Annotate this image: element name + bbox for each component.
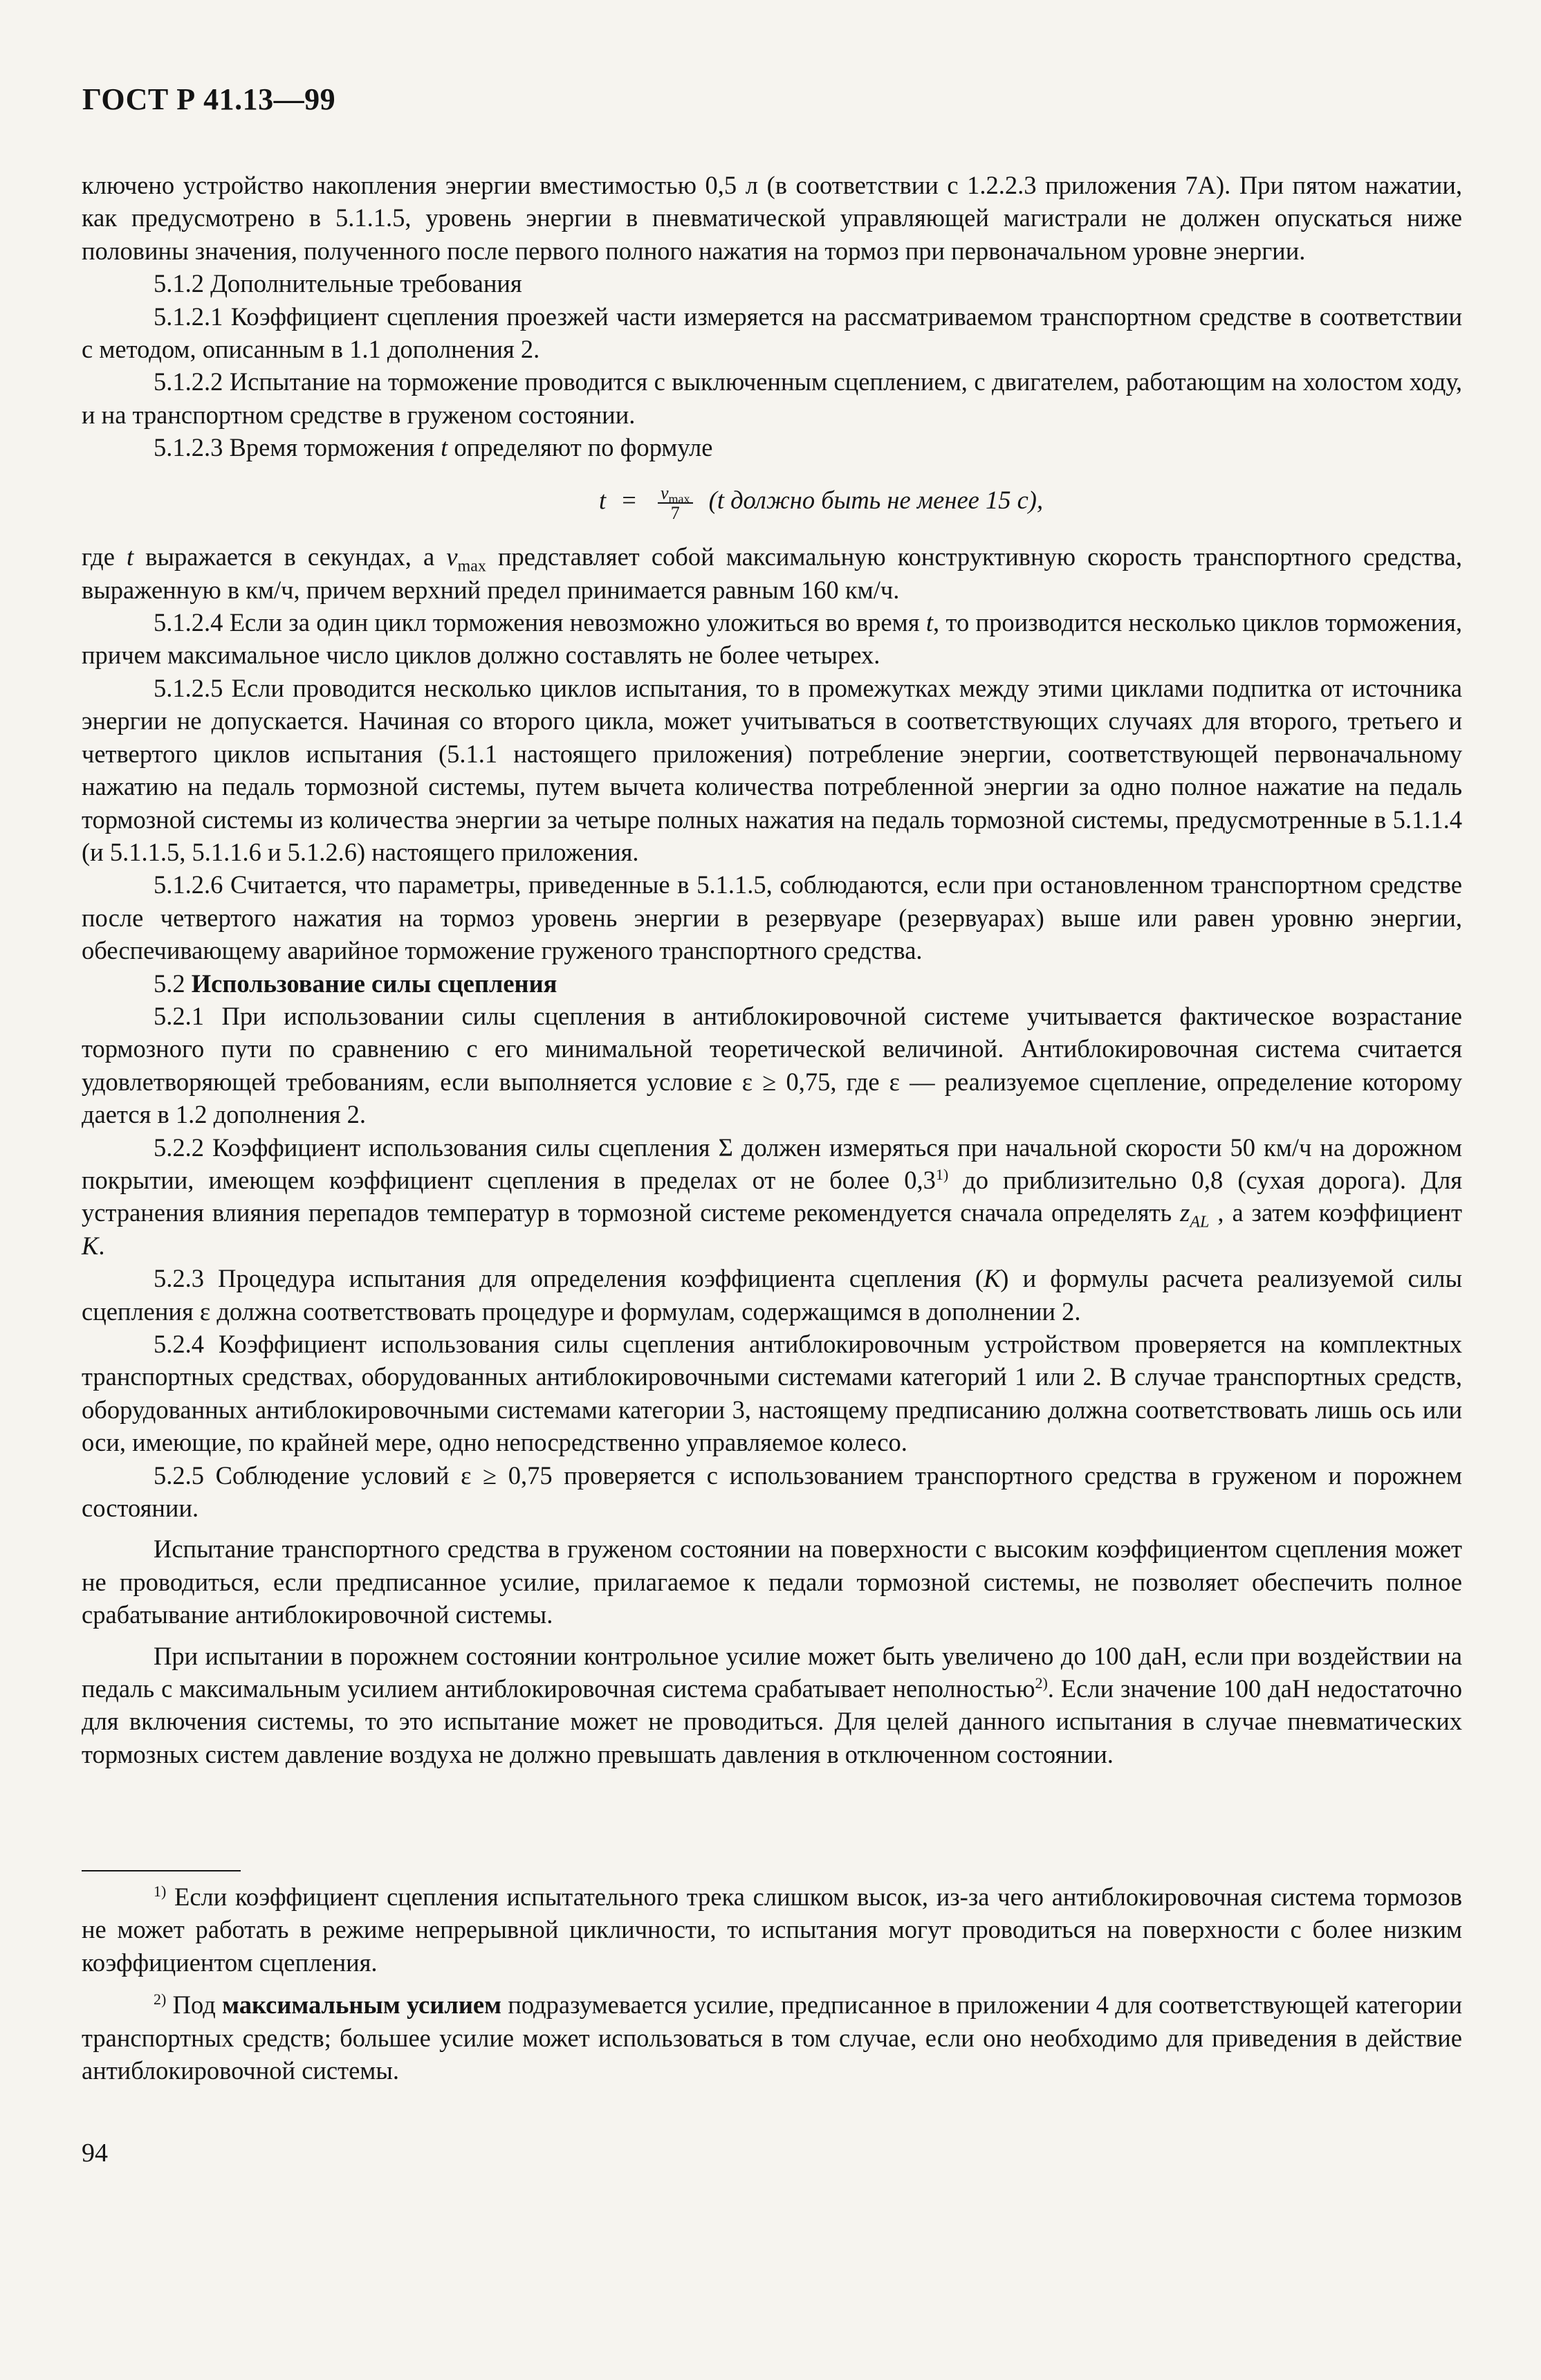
variable-t: t (441, 433, 448, 462)
footnote-ref-1: 1) (935, 1165, 949, 1183)
variable-z: z (1180, 1198, 1190, 1227)
subscript-max: max (668, 491, 690, 506)
paragraph (82, 1262, 1462, 1328)
text-run: 5.1.2.4 Если за один цикл торможения невозможно уложиться во время (154, 608, 926, 637)
paragraph: 5.1.2.1 Коэффициент сцепления проезжей части измеряется на рассматриваемом транспортном средстве в соответствии с методом, описанным в 1.1 дополнения 2. (82, 302, 1462, 364)
text-run: где (82, 542, 127, 571)
formula-condition: (t должно быть не менее 15 с), (708, 486, 1044, 515)
variable-t: t (127, 542, 134, 571)
section-title: Использование силы сцепления (191, 969, 557, 998)
paragraph: Испытание транспортного средства в груженом состоянии на поверхности с высоким коэффициентом сцепления может не проводиться, если предписанное усилие, прилагаемое к педали тормозной системы, не позволяет обеспечить полное срабатывание антиблокировочной системы. (82, 1535, 1462, 1629)
variable-k: K (82, 1231, 99, 1260)
footnotes (82, 1880, 1462, 2087)
section-number: 5.2 (154, 969, 192, 998)
paragraph: 5.1.2.6 Считается, что параметры, приведенные в 5.1.1.5, соблюдаются, если при остановленном транспортном средстве после четвертого нажатия на тормоз уровень энергии в резервуаре (резервуарах) выше или равен уровню энергии, обеспечивающему аварийное торможение груженого транспортного средства. (82, 870, 1462, 965)
footnote-text: Если коэффициент сцепления испытательного трека слишком высок, из-за чего антиблокировочная система тормозов не может работать в режиме непрерывной цикличности, то испытания могут проводиться на поверхности с более низким коэффициентом сцепления. (82, 1883, 1462, 1977)
paragraph (82, 431, 1462, 464)
formula-lhs: t (599, 486, 607, 515)
text-run: , то производится несколько циклов торможения, причем максимальное число циклов должно составлять не более четырех. (82, 608, 1462, 670)
text-run: 5.2.2 Коэффициент использования силы сцепления Σ должен измеряться при начальной скорости 50 км/ч на дорожном покрытии, имеющем коэффициент сцепления в пределах от не более 0,3 (82, 1133, 1462, 1194)
footnote-text: подразумевается усилие, предписанное в приложении 4 для соответствующей категории транспортных средств; большее усилие может использоваться в том случае, если оно необходимо для приведения в действие антиблокировочной системы. (82, 1990, 1463, 2085)
formula-numerator (658, 484, 693, 504)
paragraph: 5.2.4 Коэффициент использования силы сцепления антиблокировочным устройством проверяется на комплектных транспортных средствах, оборудованных антиблокировочными системами категорий 1 или 2. В случае транспортных средств, оборудованных антиблокировочными системами категории 3, настоящему предписанию должна соответствовать лишь ось или оси, имеющие, по крайней мере, одно непосредственно управляемое колесо. (82, 1330, 1462, 1457)
paragraph: 5.2.1 При использовании силы сцепления в антиблокировочной системе учитывается фактическое возрастание тормозного пути по сравнению с его минимальной теоретической величиной. Антиблокировочная система считается удовлетворяющей требованиям, если выполняется условие ε ≥ 0,75, где ε — реализуемое сцепление, определение которому дается в 1.2 дополнения 2. (82, 1001, 1462, 1129)
footnote-mark-1: 1) (154, 1882, 167, 1900)
document-header: ГОСТ Р 41.13—99 (82, 82, 336, 116)
paragraph (82, 540, 1462, 606)
footnote-ref-2: 2) (1035, 1674, 1048, 1692)
text-run: 5.1.2.3 Время торможения (154, 433, 441, 462)
footnote-2 (82, 1988, 1462, 2087)
text-run: . (98, 1231, 105, 1260)
section-heading: 5.1.2 Дополнительные требования (154, 269, 522, 298)
variable-v: v (661, 482, 669, 503)
paragraph (82, 1640, 1462, 1771)
text-run: определяют по формуле (447, 433, 713, 462)
text-run: . Если значение 100 даН недостаточно для включения системы, то это испытание может не проводиться. Для целей данного испытания в случае пневматических тормозных систем давление воздуха не должно превышать давления в отключенном состоянии. (82, 1674, 1462, 1768)
paragraph: 5.2.5 Соблюдение условий ε ≥ 0,75 проверяется с использованием транспортного средства в груженом и порожнем состоянии. (82, 1461, 1462, 1523)
formula-fraction (658, 484, 693, 523)
braking-time-formula (82, 484, 1462, 523)
footnote-1 (82, 1880, 1462, 1979)
footnote-bold-term: максимальным усилием (222, 1990, 501, 2020)
page-number: 94 (82, 2139, 108, 2168)
subscript-al: AL (1190, 1213, 1210, 1232)
variable-k: K (983, 1264, 1001, 1293)
footnote-text: Под (166, 1990, 223, 2020)
variable-t: t (925, 608, 934, 637)
text-run: 5.2.3 Процедура испытания для определения коэффициента сцепления ( (154, 1264, 984, 1293)
text-run: При испытании в порожнем состоянии контрольное усилие может быть увеличено до 100 даН, если при воздействии на педаль с максимальным усилием антиблокировочная система срабатывает неполностью (82, 1641, 1462, 1703)
section-heading (82, 967, 1462, 1000)
footnote-divider (82, 1870, 241, 1871)
text-run: до приблизительно 0,8 (сухая дорога). Для устранения влияния перепадов температур в тормозной системе рекомендуется сначала определять (82, 1165, 1462, 1227)
document-body (82, 169, 1462, 1770)
text-run: ) и формулы расчета реализуемой силы сцепления ε должна соответствовать процедуре и формулам, содержащимся в дополнении 2. (82, 1264, 1462, 1326)
paragraph (82, 606, 1462, 672)
variable-v: v (446, 542, 458, 571)
paragraph: 5.1.2.2 Испытание на торможение проводится с выключенным сцеплением, с двигателем, работающим на холостом ходу, и на транспортном средстве в груженом состоянии. (82, 367, 1462, 429)
text-run: выражается в секундах, а (133, 542, 447, 571)
text-run: , а затем коэффициент (1209, 1198, 1462, 1227)
formula-equals: = (622, 486, 636, 515)
formula-denominator: 7 (670, 502, 680, 523)
text-run: представляет собой максимальную конструктивную скорость транспортного средства, выраженную в км/ч, причем верхний предел принимается равным 160 км/ч. (82, 542, 1462, 604)
footnote-mark-2: 2) (154, 1990, 167, 2008)
paragraph: ключено устройство накопления энергии вместимостью 0,5 л (в соответствии с 1.2.2.3 приложения 7А). При пятом нажатии, как предусмотрено в 5.1.1.5, уровень энергии в пневматической управляющей магистрали не должен опускаться ниже половины значения, полученного после первого полного нажатия на тормоз при первоначальном уровне энергии. (82, 171, 1462, 265)
subscript-max: max (457, 557, 486, 576)
paragraph (82, 1131, 1462, 1263)
paragraph: 5.1.2.5 Если проводится несколько циклов испытания, то в промежутках между этими циклами подпитка от источника энергии не допускается. Начиная со второго цикла, может учитываться в соответствующих случаях для второго, третьего и четвертого циклов испытания (5.1.1 настоящего приложения) потребление энергии, соответствующей первоначальному нажатию на педаль тормозной системы, путем вычета количества потребленной энергии за одно полное нажатие на педаль тормозной системы из количества энергии за четыре полных нажатия на педаль тормозной системы, предусмотренные в 5.1.1.4 (и 5.1.1.5, 5.1.1.6 и 5.1.2.6) настоящего приложения. (82, 673, 1462, 866)
